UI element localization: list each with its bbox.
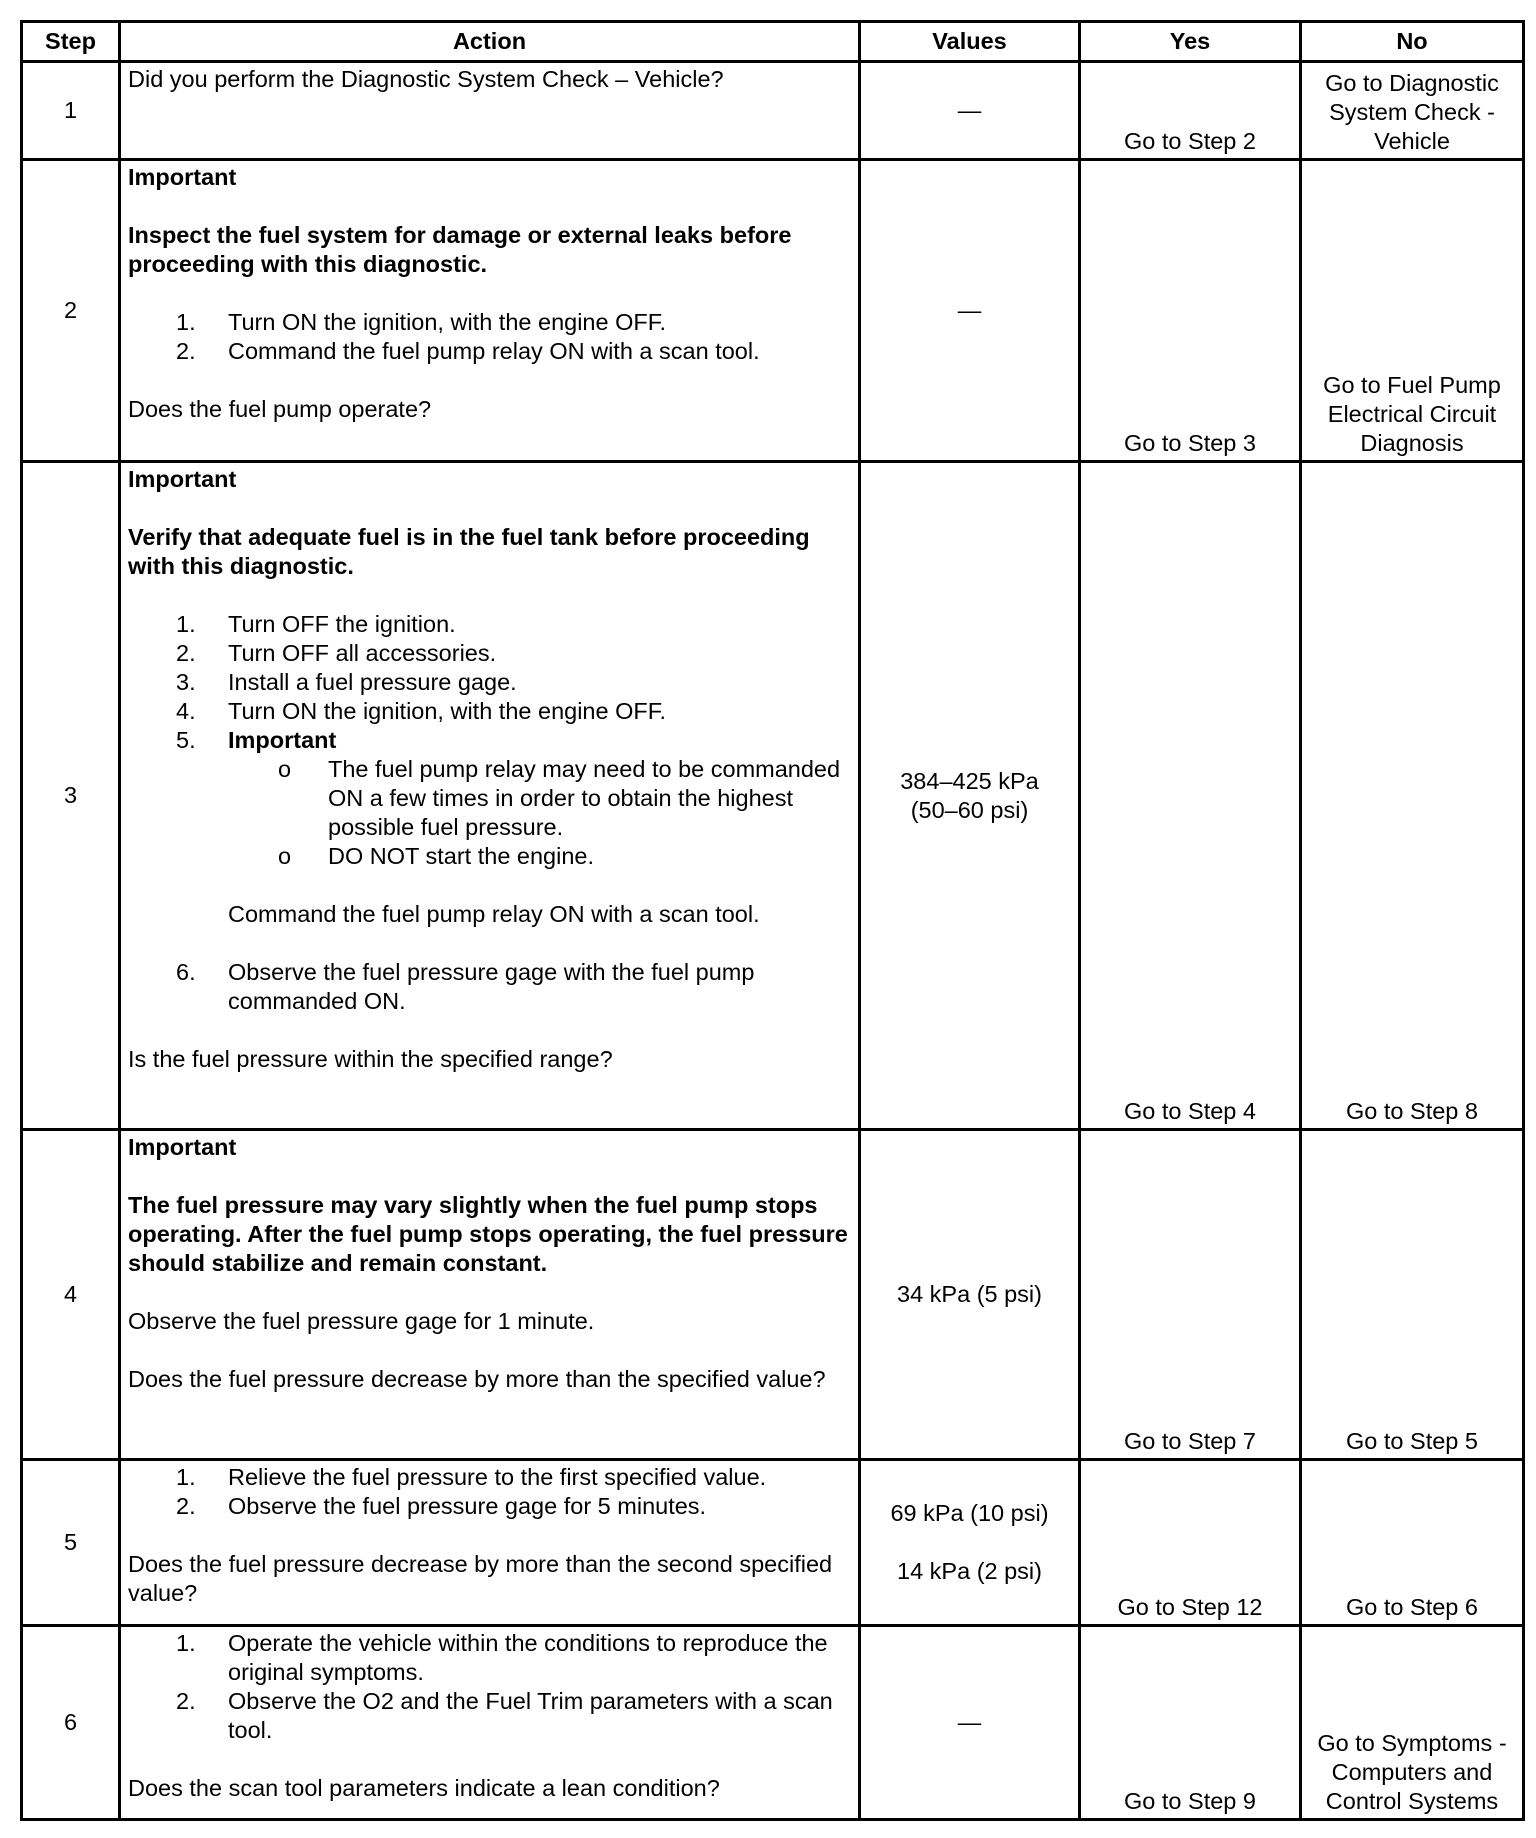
action-question: Did you perform the Diagnostic System Check – Vehicle? (128, 66, 724, 92)
procedure-list (128, 610, 851, 1016)
action-cell (120, 1130, 860, 1460)
step-number: 5 (22, 1460, 120, 1626)
header-values: Values (860, 22, 1080, 62)
no-cell: Go to Symptoms - Computers and Control Systems (1301, 1626, 1524, 1820)
list-item: 1. Turn ON the ignition, with the engine OFF. (176, 309, 667, 335)
list-item: 2. Observe the fuel pressure gage for 5 minutes. (176, 1493, 707, 1519)
important-label: Important (128, 466, 237, 492)
sub-list (228, 755, 851, 871)
action-cell (120, 1626, 860, 1820)
diagnostic-table (20, 20, 1525, 1821)
value-cell: 34 kPa (5 psi) (860, 1130, 1080, 1460)
table-row-step-2 (22, 160, 1524, 462)
action-question: Does the fuel pressure decrease by more than the specified value? (128, 1366, 826, 1392)
important-note: Inspect the fuel system for damage or external leaks before proceeding with this diagnostic. (128, 222, 792, 277)
action-cell (120, 160, 860, 462)
header-no: No (1301, 22, 1524, 62)
table-row-step-1 (22, 62, 1524, 160)
table-row-step-4 (22, 1130, 1524, 1460)
important-label: Important (128, 164, 237, 190)
action-question: Does the fuel pump operate? (128, 396, 432, 422)
important-label: Important (128, 1134, 237, 1160)
sub-list-item: o DO NOT start the engine. (278, 843, 595, 869)
table-header-row (22, 22, 1524, 62)
value-cell: — (860, 160, 1080, 462)
no-cell: Go to Step 8 (1301, 462, 1524, 1130)
table-row-step-5 (22, 1460, 1524, 1626)
table-row-step-6 (22, 1626, 1524, 1820)
item-followup: Command the fuel pump relay ON with a scan tool. (228, 901, 760, 927)
yes-cell: Go to Step 3 (1080, 160, 1301, 462)
value-cell: — (860, 62, 1080, 160)
header-yes: Yes (1080, 22, 1301, 62)
action-question: Does the scan tool parameters indicate a lean condition? (128, 1775, 720, 1801)
list-item: 1. Turn OFF the ignition. (176, 611, 456, 637)
value-cell (860, 1460, 1080, 1626)
no-cell: Go to Fuel Pump Electrical Circuit Diagnosis (1301, 160, 1524, 462)
header-action: Action (120, 22, 860, 62)
action-cell (120, 62, 860, 160)
header-step: Step (22, 22, 120, 62)
yes-cell: Go to Step 9 (1080, 1626, 1301, 1820)
step-number: 4 (22, 1130, 120, 1460)
no-cell: Go to Step 5 (1301, 1130, 1524, 1460)
no-cell: Go to Diagnostic System Check - Vehicle (1301, 62, 1524, 160)
yes-cell: Go to Step 4 (1080, 462, 1301, 1130)
list-item: 5. Important o The fuel pump relay may need to be commanded ON a few times in order to obtain the highest possible fuel pressure. o DO NOT start the engine. Command the fuel pump relay ON with a scan tool. (128, 726, 851, 958)
action-instruction: Observe the fuel pressure gage for 1 minute. (128, 1308, 595, 1334)
yes-cell: Go to Step 7 (1080, 1130, 1301, 1460)
list-item: 1. Operate the vehicle within the conditions to reproduce the original symptoms. (176, 1630, 828, 1685)
no-cell: Go to Step 6 (1301, 1460, 1524, 1626)
procedure-list (128, 1629, 851, 1745)
list-item: 6. Observe the fuel pressure gage with the fuel pump commanded ON. (176, 959, 755, 1014)
yes-cell: Go to Step 2 (1080, 62, 1301, 160)
procedure-list (128, 1463, 851, 1521)
table-row-step-3 (22, 462, 1524, 1130)
step-number: 3 (22, 462, 120, 1130)
important-note: Verify that adequate fuel is in the fuel tank before proceeding with this diagnostic. (128, 524, 810, 579)
action-cell (120, 462, 860, 1130)
list-item: 3. Install a fuel pressure gage. (176, 669, 517, 695)
procedure-list (128, 308, 851, 366)
first-value: 69 kPa (10 psi) (890, 1500, 1049, 1526)
action-cell (120, 1460, 860, 1626)
step-number: 2 (22, 160, 120, 462)
step-number: 6 (22, 1626, 120, 1820)
action-question: Does the fuel pressure decrease by more than the second specified value? (128, 1551, 833, 1606)
list-item: 4. Turn ON the ignition, with the engine OFF. (176, 698, 667, 724)
value-cell: — (860, 1626, 1080, 1820)
list-item: 1. Relieve the fuel pressure to the first specified value. (176, 1464, 767, 1490)
bullet-icon: o (278, 756, 292, 782)
yes-cell: Go to Step 12 (1080, 1460, 1301, 1626)
list-item: 2. Turn OFF all accessories. (176, 640, 497, 666)
list-item: 2. Command the fuel pump relay ON with a scan tool. (176, 338, 760, 364)
sub-list-item: o The fuel pump relay may need to be commanded ON a few times in order to obtain the highest possible fuel pressure. (278, 756, 841, 840)
action-question: Is the fuel pressure within the specified range? (128, 1046, 613, 1072)
bullet-icon: o (278, 843, 292, 869)
step-number: 1 (22, 62, 120, 160)
list-item: 2. Observe the O2 and the Fuel Trim parameters with a scan tool. (176, 1688, 833, 1743)
important-note: The fuel pressure may vary slightly when the fuel pump stops operating. After the fuel pump stops operating, the fuel pressure should stabilize and remain constant. (128, 1192, 848, 1276)
value-cell: 384–425 kPa (50–60 psi) (860, 462, 1080, 1130)
second-value: 14 kPa (2 psi) (897, 1558, 1042, 1584)
